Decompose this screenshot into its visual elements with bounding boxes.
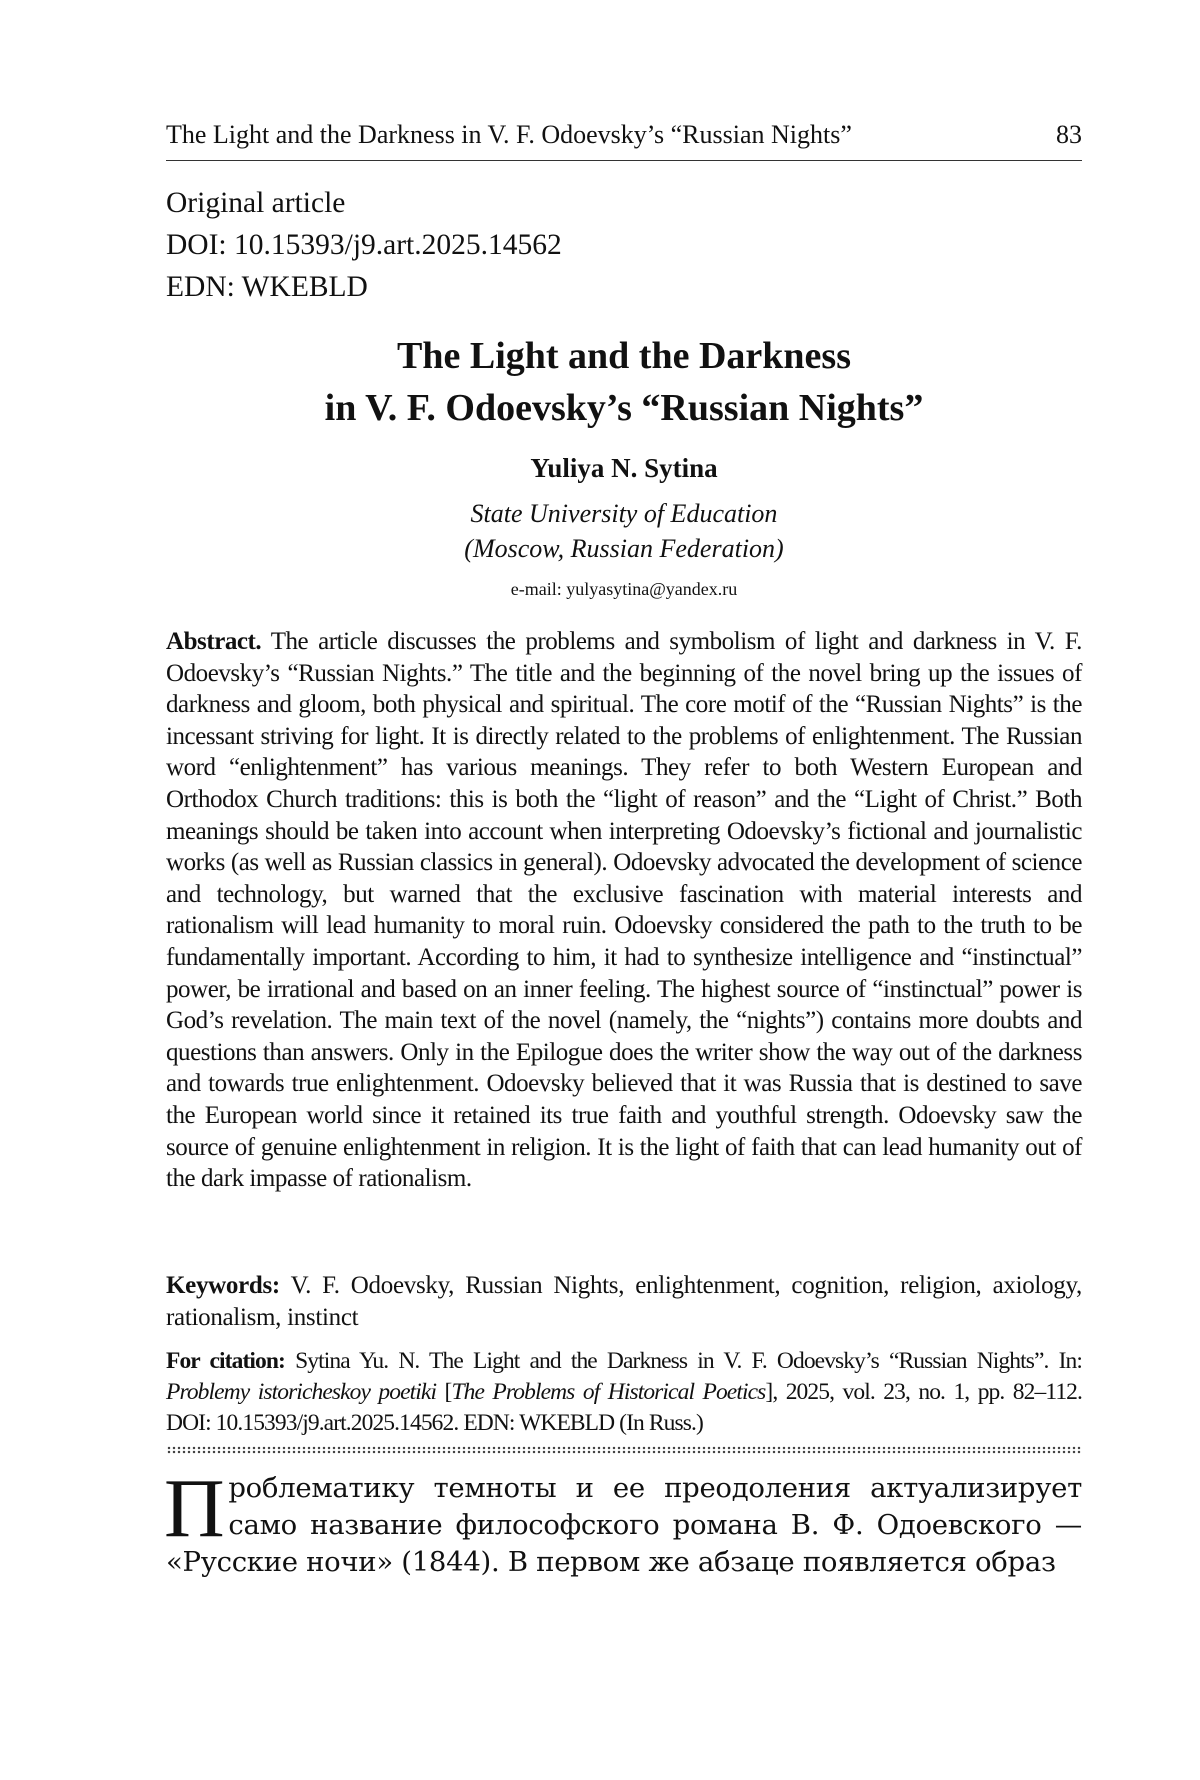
citation-label: For citation: — [166, 1348, 285, 1374]
affiliation-line-2: (Moscow, Russian Federation) — [464, 534, 784, 563]
body-paragraph — [164, 1462, 1082, 1581]
keywords-label: Keywords: — [166, 1272, 280, 1299]
drop-cap: П — [164, 1462, 225, 1555]
page-number: 83 — [1056, 120, 1082, 149]
article-edn: EDN: WKEBLD — [166, 271, 368, 303]
section-divider — [166, 1446, 1082, 1454]
body-text: роблематику темноты и ее преодоления актуализирует само название философского романа В. Ф. Одоевского — «Русские ночи» (1844). В первом же абзаце появляется образ — [166, 1472, 1082, 1578]
title-line-1: The Light and the Darkness — [397, 335, 851, 377]
article-title — [166, 330, 1082, 434]
author-affiliation — [166, 496, 1082, 566]
citation-journal-translit: Problemy istoricheskoy poetiki — [166, 1379, 437, 1405]
running-header — [166, 120, 1082, 161]
affiliation-line-1: State University of Education — [470, 499, 778, 528]
article-type: Original article — [166, 187, 346, 219]
article-doi: DOI: 10.15393/j9.art.2025.14562 — [166, 229, 562, 261]
keywords-text: V. F. Odoevsky, Russian Nights, enlightenment, cognition, religion, axiology, rationalism, instinct — [166, 1272, 1082, 1331]
abstract-block — [166, 626, 1082, 1195]
citation-text-before: Sytina Yu. N. The Light and the Darkness in V. F. Odoevsky’s “Russian Nights”. In: — [295, 1348, 1083, 1374]
abstract-label: Abstract. — [166, 628, 262, 655]
author-name: Yuliya N. Sytina — [530, 453, 718, 483]
keywords-block — [166, 1270, 1082, 1334]
citation-text-after: , 2025, vol. 23, no. 1, pp. 82–112. DOI: 10.15393/j9.art.2025.14562. EDN: WKEBLD (In Russ.) — [166, 1379, 1082, 1436]
citation-block: For citation: Sytina Yu. N. The Light and the Darkness in V. F. Odoevsky’s “Russian Nights”. In: Problemy istoricheskoy poetiki [The Problems of Historical Poetics], 2025, vol. 23, no. 1, pp. 82–112. DOI: 10.15393/j9.art.2025.14562. EDN: WKEBLD (In Russ.) — [166, 1348, 1083, 1436]
citation-journal-english: The Problems of Historical Poetics — [451, 1379, 766, 1405]
title-line-2: in V. F. Odoevsky’s “Russian Nights” — [324, 387, 924, 429]
abstract-text: The article discusses the problems and symbolism of light and darkness in V. F. Odoevsky’s “Russian Nights.” The title and the beginning of the novel bring up the issues of darkness and gloom, both physical and spiritual. The core motif of the “Russian Nights” is the incessant striving for light. It is directly related to the problems of enlightenment. The Russian word “enlightenment” has various meanings. They refer to both Western European and Orthodox Church traditions: this is both the “light of reason” and the “Light of Christ.” Both meanings should be taken into account when interpreting Odoevsky’s fictional and journalistic works (as well as Russian classics in general). Odoevsky advocated the development of science and technology, but warned that the exclusive fascination with material interests and rationalism will lead humanity to moral ruin. Odoevsky considered the path to the truth to be fundamentally important. According to him, it had to synthesize intelligence and “instinctual” power, be irrational and based on an inner feeling. The highest source of “instinctual” power is God’s revelation. The main text of the novel (namely, the “nights”) contains more doubts and questions than answers. Only in the Epilogue does the writer show the way out of the darkness and towards true enlightenment. Odoevsky believed that it was Russia that is destined to save the European world since it retained its true faith and youthful strength. Odoevsky saw the source of genuine enlightenment in religion. It is the light of faith that can lead humanity out of the dark impasse of rationalism. — [166, 628, 1082, 1193]
running-title: The Light and the Darkness in V. F. Odoevsky’s “Russian Nights” — [166, 120, 852, 149]
article-meta — [166, 182, 562, 308]
author-email: e-mail: yulyasytina@yandex.ru — [510, 579, 738, 599]
